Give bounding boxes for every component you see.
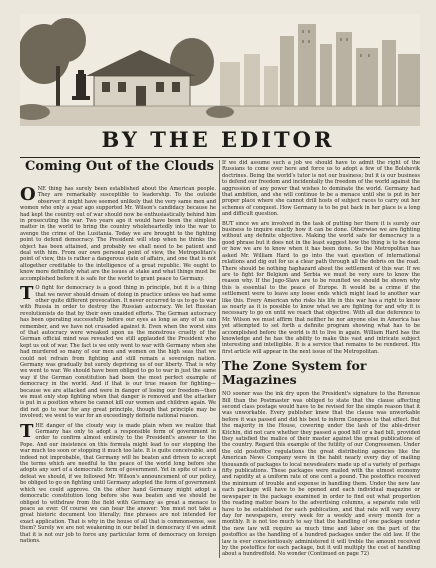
article-paragraph: If we did assume such a job we should have to admit the right of the Russians to come over here and force us to adopt a few of the Bolshevik doctrines. Being the world's tutor is not our business; but it is our business to defend our freedom and incidentally the freedom of the world against the aggression of any power that wishes to dominate the world. Germany had that ambition, and she will continue to be a menace until she is put in her proper place where she cannot drill hosts of subject races to carry out her schemes of conquest. How Germany is to be put back in her place is a long and difficult question. — [222, 160, 420, 218]
right-column — [222, 160, 420, 561]
zone-system-headline: The Zone System for Magazines — [222, 358, 367, 388]
headline-spacer — [20, 178, 216, 186]
article-paragraph — [20, 285, 216, 420]
article-paragraph: BUT since we are involved in the task of putting her there it is surely our business to inquire exactly how it can be done. Otherwise we are fighting without any definite objective. Making the world safe for democracy is a good phrase but it does not in the least suggest how the thing is to be done or how we are to know when it has been done. So the Metropolitan has asked Mr. William Hard to go into the vast question of international relations and dig out for us a clear path through all the debris on the road. There should be nothing haphazard about the settlement of this war. If we are to fight for Belgium and Serbia we must be very sure to know the reason why. If the Jugo-Slavs are to be reunited we should be shown why this is essential to the peace of Europe. It would be a crime if the settlement were to leave any loose ends which might lead to another war like this. Every American who risks his life in this war has a right to know as nearly as it is possible to know what we are fighting for and why it is necessary to go on until we reach that objective. With all due deference to Mr. Wilson we must affirm that neither he nor anyone else in America has yet attempted to set forth a definite program showing what has to be accomplished before the world is fit to live in again. William Hard has the knowledge and he has the ability to make this vast and intricate subject interesting and intelligible. It is a service that remains to be rendered. His first article will appear in the next issue of the Metropolitan. — [222, 220, 420, 355]
header-illustration — [20, 14, 420, 126]
paragraph-text: O fight for democracy is a good thing in principle, but it is a thing that we never should dream of doing in practice unless we had some other quite different provocation. It never occurred to us to go to war with Russia in order to destroy the Russian autocracy. We let Russian revolutionists do that by their own unaided efforts. The German autocracy has been operating successfully before our eyes as long as any of us can remember, and we have not crusaded against it. Even when the worst sins of that autocracy were wreaked upon us the monstrous cruelty of the German official mind was revealed we still applauded the President who kept us out of war. The fact is we only went to war with Germany when she had murdered so many of our men and women on the high seas that we could not refrain from fighting and still remain a sovereign nation. Germany was gradually but surely depriving us of our liberty. That is why we went to war. We should have been obliged to go to war in just the same way if the German constitution had been the most perfect example of democracy in the world. And if that is our true reason for fighting—because we are attacked and were in danger of losing our freedom—then we must only stop fighting when that danger is removed and the attacker is put in a position where he cannot kill our women and children again. We did not go to war for any great principle, though that principle may be involved; we went to war for an exceedingly definite national reason. — [20, 285, 216, 420]
article-paragraph: NO sooner was the ink dry upon the President's signature to the Revenue Bill than the Postmaster was obliged to state that the clause affecting second class postage would have to be revised for the simple reason that it was unworkable. Every publisher knew that the clause was unworkable before it was passed and did his best to inform Congress to that effect. But the majority in the House, cowering under the lash of the able-driver Kitchin, did not care whether they passed a good bill or a bad bill, provided they satisfied the malice of their master against the great publications of the country. Regard this example of the futility of our Congressmen. Under the old postoffice regulations the great distributing agencies like the American News Company were in the habit nearly every day of mailing thousands of packages to local newsdealers made up of a variety of perhaps fifty publications. These packages were mailed with the utmost economy and rapidity at a uniform rate of one cent a pound. The postoffice received the minimum of trouble and expense in handling them. Under the new law each package will have to be opened and each individual magazine or newspaper in the package examined in order to find out what proportion the reading matter bears to the advertising columns, a separate rate will have to be established for each publication, and that rate will vary every day for newspapers, every week for a weekly and every month for a monthly. It is not too much to say that the handling of one package under the new law will require as much time and labor on the part of the postoffice as the handling of a hundred packages under the old law. If the law is ever conscientiously administered it will treble the amount received by the postoffice for each package, but it will multiply the cost of handling about a hundredfold. No wonder (Continued on page 72) — [222, 391, 420, 558]
cityscape-illustration — [20, 14, 420, 126]
paragraph-text: HE danger of the cloudy way is made plain when we realize that Germany has only to adopt a responsible form of government in order to confirm almost entirely to the President's answer to the Pope. And our insistence on this formula might lead to our stopping the war much too soon or stopping it much too late. It is quite conceivable, and indeed not improbable, that Germany will be beaten and driven to accept the terms which are needful to the peace of the world long before she adopts any sort of a democratic form of government. Yet in spite of such a defeat we should, if we followed Mr. Wilson's announcement of our policy, be obliged to go on fighting until Germany adopted the form of government which we could approve. On the other hand Germany might adopt a democratic constitution long before she was beaten and we should be obliged to withdraw from the field with Germany as great a menace to peace as ever. Of course we can hear the answer: You must not take a great historic document too literally; fine phrases are not intended for exact application. That is why in the house of all that is commonsense, see them? Surely we are not weakening in our belief in democracy if we admit that it is not our job to force any particular form of democracy on foreign nations. — [20, 422, 216, 544]
article-paragraph — [20, 186, 216, 282]
article-headline: Coming Out of the Clouds — [25, 159, 214, 174]
article-paragraph — [20, 420, 216, 545]
drop-cap: T — [20, 283, 34, 305]
drop-cap: T — [20, 420, 34, 442]
header-rule — [20, 157, 420, 158]
paragraph-text: NE thing has surely been established about the American people. They are remarkably susceptible to leadership. To the outside observer it might have seemed unlikely that the very same men and women who only a year ago supported Mr. Wilson's candidacy because he had kept the country out of war should now be enthusiastically behind him in prosecuting the war. Two years ago it would have been the simplest matter in the world to bring the country wholeheartedly into the war to avenge the crime of the Lusitania. Today we are brought to the fighting point to defend democracy. The President will stop when he thinks the object has been attained, and probably we shall need to be patient and deal with him. From our own personal point of view, the Metropolitan's point of view, this is rather a dangerous state of affairs, and one that is not altogether creditable to the intelligence of a great republic. We ought to know more definitely what are the issues at stake and what things must be accomplished before it is safe for the world to grant peace to Germany. — [20, 186, 216, 282]
column-divider — [219, 160, 220, 558]
section-title: BY THE EDITOR — [101, 127, 335, 152]
left-column — [20, 160, 216, 547]
drop-cap: O — [20, 184, 36, 205]
